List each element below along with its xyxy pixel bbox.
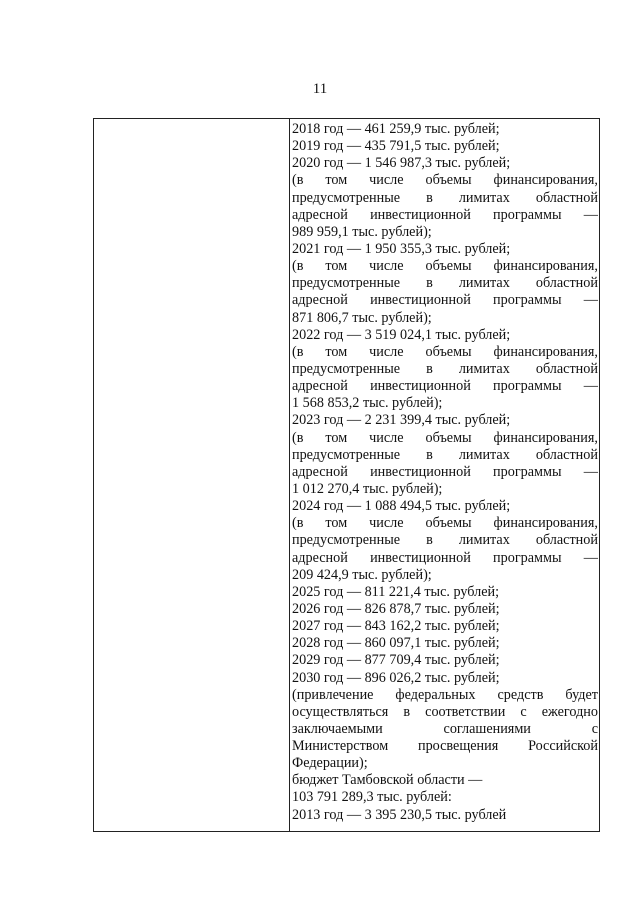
text-word: числе (369, 515, 404, 532)
text-word: объемы (425, 429, 472, 446)
text-word: в (426, 189, 433, 206)
text-line (290, 687, 599, 704)
text-word: (в (292, 515, 304, 532)
text-word: инвестиционной (370, 378, 471, 395)
text-word: программы (493, 292, 562, 309)
text-word: осуществляться (292, 703, 389, 720)
text-word: адресной (292, 549, 348, 566)
text-word: том (325, 515, 348, 532)
text-word: (в (292, 343, 304, 360)
text-line: 2022 год — 3 519 024,1 тыс. рублей; (292, 326, 511, 343)
text-word: в (426, 532, 433, 549)
text-word: лимитах (458, 189, 510, 206)
text-word: с (591, 720, 598, 737)
text-word: объемы (425, 343, 472, 360)
text-word: — (583, 463, 598, 480)
text-word: лимитах (458, 532, 510, 549)
text-word: финансирования, (493, 515, 598, 532)
text-word: соответствии (425, 703, 506, 720)
text-word: лимитах (458, 360, 510, 377)
text-word: предусмотренные (292, 189, 401, 206)
text-line: 2024 год — 1 088 494,5 тыс. рублей; (292, 498, 511, 515)
text-word: в (403, 703, 411, 720)
text-word: том (325, 258, 348, 275)
text-word: финансирования, (493, 429, 598, 446)
text-word: лимитах (458, 275, 510, 292)
text-line (290, 292, 599, 309)
text-word: числе (369, 343, 404, 360)
text-word: предусмотренные (292, 360, 401, 377)
text-word: областной (535, 446, 598, 463)
text-word: инвестиционной (370, 292, 471, 309)
text-word: том (325, 429, 348, 446)
text-word: (в (292, 429, 304, 446)
text-line: 2026 год — 826 878,7 тыс. рублей; (292, 600, 500, 617)
text-word: предусмотренные (292, 446, 401, 463)
text-word: — (583, 378, 598, 395)
text-line (290, 258, 599, 275)
text-word: программы (493, 206, 562, 223)
text-word: областной (535, 360, 598, 377)
text-word: (в (292, 172, 304, 189)
text-line: Федерации); (292, 755, 368, 772)
text-word: числе (369, 258, 404, 275)
text-word: с (520, 703, 527, 720)
text-word: заключаемыми (292, 720, 383, 737)
text-word: средств (497, 686, 544, 703)
text-line (290, 738, 599, 755)
text-line (290, 344, 599, 361)
document-table (93, 118, 600, 832)
text-word: адресной (292, 463, 348, 480)
text-word: областной (535, 189, 598, 206)
text-line: 2019 год — 435 791,5 тыс. рублей; (292, 138, 500, 155)
text-word: соглашениями (443, 720, 531, 737)
text-word: Министерством (292, 738, 389, 755)
text-line (290, 361, 599, 378)
text-word: областной (535, 275, 598, 292)
text-line: 2021 год — 1 950 355,3 тыс. рублей; (292, 240, 511, 257)
text-word: федеральных (395, 686, 476, 703)
text-word: Российской (528, 738, 598, 755)
text-word: инвестиционной (370, 463, 471, 480)
text-word: том (325, 172, 348, 189)
text-line: бюджет Тамбовской области — (292, 772, 483, 789)
text-line: 2028 год — 860 097,1 тыс. рублей; (292, 635, 500, 652)
text-line: 2018 год — 461 259,9 тыс. рублей; (292, 121, 500, 137)
text-line (290, 447, 599, 464)
text-word: инвестиционной (370, 549, 471, 566)
text-line (290, 515, 599, 532)
text-word: ежегодно (541, 703, 598, 720)
text-word: программы (493, 549, 562, 566)
text-word: лимитах (458, 446, 510, 463)
text-word: в (426, 360, 433, 377)
text-word: объемы (425, 258, 472, 275)
text-word: финансирования, (493, 172, 598, 189)
text-word: адресной (292, 206, 348, 223)
text-line: 871 806,7 тыс. рублей); (292, 309, 432, 326)
text-line (290, 275, 599, 292)
text-word: просвещения (417, 738, 499, 755)
page-number: 11 (312, 81, 328, 97)
text-line: 989 959,1 тыс. рублей); (292, 223, 432, 240)
text-line (290, 464, 599, 481)
text-line (290, 550, 599, 567)
text-line: 2020 год — 1 546 987,3 тыс. рублей; (292, 155, 511, 172)
text-line: 2023 год — 2 231 399,4 тыс. рублей; (292, 412, 511, 429)
text-word: адресной (292, 292, 348, 309)
text-line: 2025 год — 811 221,4 тыс. рублей; (292, 583, 500, 600)
text-line (290, 207, 599, 224)
text-line: 2029 год — 877 709,4 тыс. рублей; (292, 652, 500, 669)
text-word: финансирования, (493, 343, 598, 360)
text-line (290, 430, 599, 447)
text-line: 2027 год — 843 162,2 тыс. рублей; (292, 618, 500, 635)
text-word: в (426, 446, 433, 463)
text-word: предусмотренные (292, 275, 401, 292)
text-line (290, 172, 599, 189)
text-line (290, 721, 599, 738)
text-line: 103 791 289,3 тыс. рублей: (292, 789, 452, 806)
text-word: объемы (425, 172, 472, 189)
left-column-cell (94, 119, 290, 831)
text-word: объемы (425, 515, 472, 532)
text-word: числе (369, 429, 404, 446)
text-line (290, 190, 599, 207)
text-word: том (325, 343, 348, 360)
text-word: — (583, 549, 598, 566)
right-column-cell (290, 119, 599, 831)
text-line (290, 704, 599, 721)
text-word: — (583, 206, 598, 223)
text-word: адресной (292, 378, 348, 395)
text-word: инвестиционной (370, 206, 471, 223)
text-line: 2030 год — 896 026,2 тыс. рублей; (292, 669, 500, 686)
text-word: числе (369, 172, 404, 189)
text-word: — (583, 292, 598, 309)
text-line: 1 012 270,4 тыс. рублей); (292, 480, 443, 497)
text-word: в (426, 275, 433, 292)
text-word: программы (493, 463, 562, 480)
text-word: областной (535, 532, 598, 549)
text-word: финансирования, (493, 258, 598, 275)
text-line: 1 568 853,2 тыс. рублей); (292, 395, 443, 412)
text-line: 209 424,9 тыс. рублей); (292, 566, 432, 583)
text-word: предусмотренные (292, 532, 401, 549)
text-line: 2013 год — 3 395 230,5 тыс. рублей (292, 806, 507, 823)
text-word: (привлечение (292, 686, 374, 703)
text-line (290, 532, 599, 549)
text-line (290, 378, 599, 395)
text-word: будет (565, 686, 598, 703)
text-word: программы (493, 378, 562, 395)
text-word: (в (292, 258, 304, 275)
